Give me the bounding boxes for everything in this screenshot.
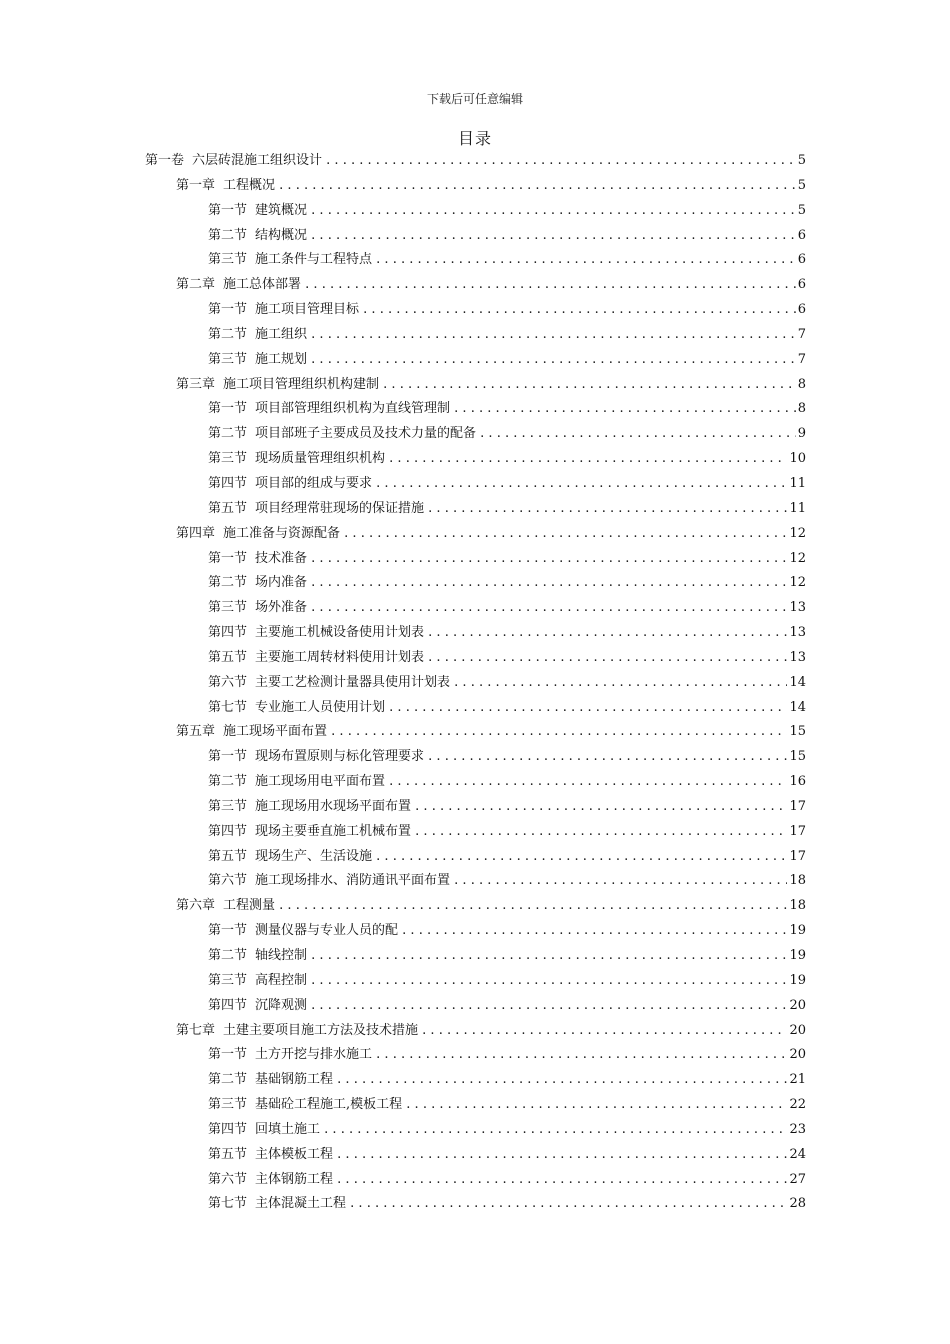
toc-entry-number: 第二节 [208,326,248,342]
toc-entry-number: 第一节 [208,550,248,566]
toc-entry[interactable] [0,969,950,994]
toc-entry[interactable] [0,671,950,696]
toc-entry-page-number: 11 [787,497,806,522]
toc-entry-leader [208,1196,800,1211]
toc-entry-leader [208,426,800,441]
toc-entry-number: 第六章 [176,898,216,914]
toc-entry-page-number: 6 [796,298,806,323]
toc-entry-label [208,1068,800,1093]
toc-entry-number: 第二节 [208,426,248,442]
toc-entry[interactable] [0,1068,950,1093]
toc-entry-page-number: 8 [796,397,806,422]
toc-entry[interactable] [0,397,950,422]
toc-entry-label [208,199,800,224]
toc-entry-leader [208,1147,800,1162]
toc-entry-number: 第六节 [208,1171,248,1187]
toc-entry-label [208,547,800,572]
toc-entry-number: 第四节 [208,997,248,1013]
table-of-contents [0,149,950,1217]
toc-entry[interactable] [0,348,950,373]
toc-entry-number: 第四节 [208,625,248,641]
toc-entry-label [208,820,800,845]
toc-entry[interactable] [0,994,950,1019]
toc-entry-page-number: 10 [787,447,806,472]
toc-entry[interactable] [0,248,950,273]
toc-entry-title: 施工现场用电平面布置 [255,774,386,790]
toc-entry-number: 第一节 [208,923,248,939]
toc-entry[interactable] [0,472,950,497]
toc-entry-page-number: 12 [787,571,806,596]
toc-entry-label [208,1168,800,1193]
toc-entry-leader [176,277,800,292]
toc-entry-leader [176,526,800,541]
toc-entry-number: 第四章 [176,525,216,541]
toc-entry-leader [208,973,800,988]
toc-entry-leader [208,749,800,764]
toc-entry-title: 项目部管理组织机构为直线管理制 [255,401,451,417]
toc-entry[interactable] [0,795,950,820]
toc-entry-leader [145,153,800,168]
toc-entry-title: 结构概况 [255,227,308,243]
toc-entry[interactable] [0,1143,950,1168]
toc-entry-label [208,969,800,994]
toc-entry-number: 第七章 [176,1022,216,1038]
toc-entry-title: 现场布置原则与标化管理要求 [255,749,425,765]
toc-entry-label [208,348,800,373]
toc-entry-title: 六层砖混施工组织设计 [192,153,323,168]
toc-entry[interactable] [0,869,950,894]
toc-entry-label [176,273,800,298]
toc-entry-label [208,397,800,422]
toc-entry-title: 基础钢筋工程 [255,1072,334,1088]
toc-entry-page-number: 19 [787,919,806,944]
toc-entry-number: 第三节 [208,351,248,367]
toc-entry-page-number: 14 [787,671,806,696]
toc-entry-leader [208,1122,800,1137]
toc-entry-number: 第三节 [208,798,248,814]
toc-entry-leader [208,451,800,466]
toc-entry-number: 第六节 [208,873,248,889]
toc-entry[interactable] [0,745,950,770]
toc-entry-number: 第二节 [208,1072,248,1088]
toc-entry-leader [208,799,800,814]
toc-entry-number: 第三节 [208,600,248,616]
toc-entry-number: 第二章 [176,277,216,293]
toc-entry-title: 施工现场用水现场平面布置 [255,798,412,814]
toc-entry-leader [208,203,800,218]
toc-entry-number: 第二节 [208,227,248,243]
toc-entry-label [208,497,800,522]
toc-entry-page-number: 19 [787,944,806,969]
toc-entry-number: 第五节 [208,649,248,665]
toc-entry-label [208,869,800,894]
toc-entry-label [208,646,800,671]
toc-entry-number: 第一节 [208,202,248,218]
toc-entry-label [208,621,800,646]
toc-entry-title: 主要施工机械设备使用计划表 [255,625,425,641]
toc-entry-label [208,596,800,621]
toc-entry-page-number: 27 [787,1168,806,1193]
toc-entry-leader [208,302,800,317]
toc-entry-label [176,720,800,745]
toc-entry-number: 第四节 [208,475,248,491]
toc-entry[interactable] [0,1118,950,1143]
toc-entry-title: 建筑概况 [255,202,308,218]
toc-entry-number: 第一节 [208,302,248,318]
toc-entry-label [208,571,800,596]
toc-entry-label [176,894,800,919]
toc-entry-label [176,373,800,398]
toc-entry-title: 现场主要垂直施工机械布置 [255,823,412,839]
toc-entry-leader [208,824,800,839]
toc-entry-leader [208,252,800,267]
toc-entry-label [208,472,800,497]
toc-entry-leader [176,898,800,913]
toc-entry[interactable] [0,820,950,845]
toc-entry-title: 回填土施工 [255,1121,321,1137]
toc-entry-title: 现场质量管理组织机构 [255,451,386,467]
toc-entry-title: 现场生产、生活设施 [255,848,373,864]
toc-entry[interactable] [0,224,950,249]
toc-entry-title: 施工项目管理组织机构建制 [223,376,380,392]
toc-entry[interactable] [0,273,950,298]
toc-entry-title: 土建主要项目施工方法及技术措施 [223,1022,419,1038]
toc-entry-page-number: 5 [796,199,806,224]
toc-entry-label [176,174,800,199]
toc-entry-number: 第七节 [208,1196,248,1212]
toc-entry-label [208,671,800,696]
toc-entry-number: 第六节 [208,674,248,690]
toc-entry-page-number: 18 [787,869,806,894]
toc-entry-title: 场内准备 [255,575,308,591]
toc-entry-leader [208,873,800,888]
toc-entry-leader [176,724,800,739]
toc-entry-label [208,944,800,969]
toc-entry-title: 轴线控制 [255,948,308,963]
toc-entry-label [208,1043,800,1068]
toc-entry-title: 项目部班子主要成员及技术力量的配备 [255,426,477,442]
toc-entry-page-number: 21 [787,1068,806,1093]
toc-entry-page-number: 16 [787,770,806,795]
toc-entry-title: 沉降观测 [255,997,308,1013]
toc-entry[interactable] [0,149,950,174]
toc-entry[interactable] [0,919,950,944]
toc-entry-number: 第三节 [208,451,248,467]
toc-entry-page-number: 6 [796,273,806,298]
toc-entry-label [208,447,800,472]
toc-entry-number: 第三节 [208,252,248,268]
toc-entry-page-number: 5 [796,149,806,174]
header-note: 下载后可任意编辑 [426,92,523,106]
toc-entry-page-number: 6 [796,224,806,249]
toc-entry-title: 施工组织 [255,326,308,342]
toc-entry-label [208,770,800,795]
toc-entry-title: 技术准备 [255,550,308,566]
toc-entry-label [208,248,800,273]
toc-entry[interactable] [0,571,950,596]
toc-entry-title: 项目经理常驻现场的保证措施 [255,500,425,516]
toc-entry-label [208,224,800,249]
toc-title: 目录 [457,129,492,148]
toc-entry-leader [208,774,800,789]
toc-entry-page-number: 5 [796,174,806,199]
toc-entry-number: 第五章 [176,724,216,740]
toc-entry-leader [208,501,800,516]
toc-entry-page-number: 20 [787,994,806,1019]
toc-entry[interactable] [0,770,950,795]
toc-entry[interactable] [0,845,950,870]
toc-entry-page-number: 11 [787,472,806,497]
toc-entry[interactable] [0,422,950,447]
toc-entry-number: 第一节 [208,1047,248,1063]
toc-entry[interactable] [0,447,950,472]
toc-entry[interactable] [0,547,950,572]
toc-entry-number: 第三节 [208,1097,248,1113]
toc-entry-number: 第三节 [208,972,248,988]
toc-entry-leader [176,178,800,193]
toc-entry-number: 第一章 [176,177,216,193]
toc-entry-page-number: 6 [796,248,806,273]
toc-entry-leader [208,228,800,243]
toc-entry[interactable] [0,497,950,522]
toc-entry-number: 第二节 [208,948,248,963]
toc-entry-page-number: 18 [787,894,806,919]
toc-entry-leader [208,551,800,566]
toc-entry-leader [208,476,800,491]
toc-entry-title: 施工规划 [255,351,308,367]
toc-entry-leader [208,675,800,690]
toc-entry[interactable] [0,944,950,969]
toc-entry[interactable] [0,298,950,323]
toc-entry[interactable] [0,1168,950,1193]
toc-entry-label [176,522,800,547]
toc-entry-page-number: 12 [787,547,806,572]
toc-entry-page-number: 19 [787,969,806,994]
toc-entry-label [208,1093,800,1118]
toc-entry-title: 场外准备 [255,600,308,616]
toc-entry-page-number: 17 [787,820,806,845]
toc-entry-number: 第五节 [208,1146,248,1162]
toc-entry[interactable] [0,696,950,721]
toc-entry-page-number: 23 [787,1118,806,1143]
toc-entry-page-number: 13 [787,596,806,621]
toc-entry-label [208,1192,800,1217]
toc-entry-title: 施工条件与工程特点 [255,252,373,268]
toc-entry-label [176,1019,800,1044]
toc-entry[interactable] [0,720,950,745]
toc-entry-number: 第二节 [208,575,248,591]
toc-entry[interactable] [0,894,950,919]
toc-entry-title: 基础砼工程施工,模板工程 [255,1097,403,1113]
toc-entry-title: 工程概况 [223,177,276,193]
toc-entry-leader [208,700,800,715]
toc-entry-leader [176,377,800,392]
toc-entry-label [208,422,800,447]
toc-entry-leader [208,625,800,640]
toc-entry-page-number: 20 [787,1019,806,1044]
toc-entry-title: 工程测量 [223,898,276,914]
toc-entry-page-number: 7 [796,348,806,373]
toc-entry-title: 土方开挖与排水施工 [255,1047,373,1063]
toc-entry-page-number: 17 [787,845,806,870]
toc-entry-page-number: 8 [796,373,806,398]
toc-entry-title: 施工准备与资源配备 [223,525,341,541]
toc-entry-label [208,323,800,348]
toc-entry-page-number: 17 [787,795,806,820]
toc-entry-label [145,149,800,174]
toc-entry-leader [208,923,800,938]
toc-entry-label [208,298,800,323]
toc-entry[interactable] [0,323,950,348]
toc-entry-title: 专业施工人员使用计划 [255,699,386,715]
toc-entry-title: 主体混凝土工程 [255,1196,347,1212]
toc-entry-number: 第一卷 [145,153,185,168]
toc-entry-title: 主要施工周转材料使用计划表 [255,649,425,665]
toc-entry-leader [208,352,800,367]
toc-entry-leader [208,575,800,590]
toc-entry-label [208,745,800,770]
toc-entry[interactable] [0,621,950,646]
toc-entry-title: 施工项目管理目标 [255,302,360,318]
toc-entry-number: 第七节 [208,699,248,715]
toc-entry[interactable] [0,1043,950,1068]
toc-entry[interactable] [0,1192,950,1217]
toc-entry-leader [176,1023,800,1038]
toc-entry-page-number: 13 [787,646,806,671]
toc-entry-title: 施工现场排水、消防通讯平面布置 [255,873,451,889]
toc-entry-leader [208,1072,800,1087]
toc-entry[interactable] [0,1019,950,1044]
toc-entry-title: 主体钢筋工程 [255,1171,334,1187]
toc-entry[interactable] [0,199,950,224]
toc-entry-title: 高程控制 [255,972,308,988]
toc-entry-leader [208,327,800,342]
toc-entry-title: 施工总体部署 [223,277,302,293]
toc-entry-label [208,994,800,1019]
toc-entry-page-number: 28 [787,1192,806,1217]
toc-entry-page-number: 9 [796,422,806,447]
toc-entry-label [208,919,800,944]
toc-entry[interactable] [0,596,950,621]
toc-entry-label [208,845,800,870]
toc-entry-number: 第四节 [208,823,248,839]
toc-entry-leader [208,1097,800,1112]
toc-entry-leader [208,998,800,1013]
toc-entry-leader [208,1172,800,1187]
toc-entry-title: 主要工艺检测计量器具使用计划表 [255,674,451,690]
toc-entry-page-number: 13 [787,621,806,646]
toc-entry-label [208,1143,800,1168]
toc-entry-leader [208,1047,800,1062]
toc-entry[interactable] [0,373,950,398]
toc-entry-number: 第一节 [208,749,248,765]
toc-entry-label [208,696,800,721]
toc-entry-leader [208,948,800,963]
toc-entry-number: 第五节 [208,500,248,516]
toc-entry[interactable] [0,646,950,671]
toc-entry-title: 主体模板工程 [255,1146,334,1162]
toc-entry-page-number: 15 [787,745,806,770]
toc-entry-page-number: 20 [787,1043,806,1068]
toc-entry[interactable] [0,1093,950,1118]
toc-entry-page-number: 14 [787,696,806,721]
toc-entry-label [208,1118,800,1143]
toc-entry-leader [208,401,800,416]
toc-entry-page-number: 15 [787,720,806,745]
toc-entry-page-number: 24 [787,1143,806,1168]
toc-entry-leader [208,600,800,615]
toc-entry-page-number: 7 [796,323,806,348]
toc-entry-title: 项目部的组成与要求 [255,475,373,491]
toc-entry-number: 第三章 [176,376,216,392]
toc-entry-title: 测量仪器与专业人员的配 [255,923,399,939]
toc-entry-page-number: 22 [787,1093,806,1118]
toc-entry-leader [208,849,800,864]
toc-entry[interactable] [0,522,950,547]
toc-entry-page-number: 12 [787,522,806,547]
toc-entry-number: 第四节 [208,1121,248,1137]
toc-entry[interactable] [0,174,950,199]
toc-entry-number: 第五节 [208,848,248,864]
toc-entry-number: 第二节 [208,774,248,790]
toc-entry-number: 第一节 [208,401,248,417]
toc-entry-title: 施工现场平面布置 [223,724,328,740]
toc-entry-leader [208,650,800,665]
toc-entry-label [208,795,800,820]
